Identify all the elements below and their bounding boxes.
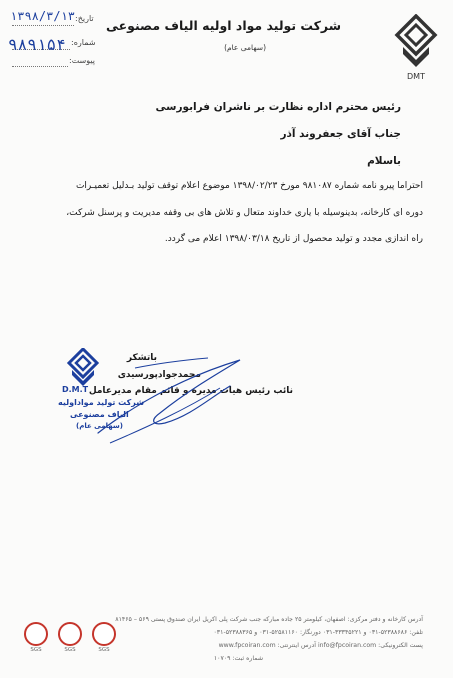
company-type: (سهامی عام) <box>224 43 266 52</box>
certification-icon <box>58 622 82 646</box>
cert-badge-2 <box>58 622 82 656</box>
recipient-title: رئیس محترم اداره نظارت بر ناشران فرابورسی <box>155 101 401 113</box>
stamp-line-3: (سهامی عام) <box>76 422 123 430</box>
cert-label-2: SGS <box>64 647 76 653</box>
stamp-logo-label: D.M.T <box>62 385 89 394</box>
certification-icon <box>24 622 48 646</box>
greeting: باسلام <box>367 155 401 167</box>
body-line-1: احتراما پیرو نامه شماره ۹۸۱۰۸۷ مورخ ۱۳۹۸/۰۲/۲۳ موضوع اعلام توقف تولید بـدلیل تعمیـرات <box>75 181 423 191</box>
date-value: ۱۳۹۸/۳/۱۳ <box>10 9 76 23</box>
date-label: تاریخ: <box>75 14 94 23</box>
logo-label: DMT <box>407 72 425 81</box>
signatory-role: نائب رئیس هیات مدیره و قائم مقام مدیرعامل <box>88 386 293 396</box>
date-line <box>12 25 74 26</box>
footer-address: آدرس کارخانه و دفتر مرکزی: اصفهان، کیلومتر ۲۵ جاده مبارکه جنب شرکت پلی اکریل ایران صندوق پستی ۵۶۹ – ۸۱۴۶۵ <box>115 616 423 623</box>
body-line-3: راه اندازی مجدد و تولید محصول از تاریخ ۱۳۹۸/۰۳/۱۸ اعلام می گردد. <box>164 234 423 244</box>
footer-phone: تلفن: ۵۲۳۸۸۶۸۶-۰۳۱ و ۳۳۳۴۵۲۲۱-۰۳۱ دورنگار: ۵۲۵۸۱۱۶۰-۰۳۱ و ۵۲۳۸۸۳۶۵-۰۳۱ <box>213 629 423 636</box>
company-logo-icon <box>393 14 439 82</box>
certification-icon <box>92 622 116 646</box>
signatory-name: محمدجوادپورسیدی <box>117 370 201 380</box>
recipient-name: جناب آقای جعفروند آذر <box>280 128 401 140</box>
footer-registration: شماره ثبت: ۱۰۷۰۹ <box>213 655 263 662</box>
stamp-line-2: الیاف مصنوعی <box>70 410 129 419</box>
signature-closing: باتشکر <box>126 353 157 363</box>
cert-label-1: SGS <box>30 647 42 653</box>
footer-contact: پست الکترونیکی: info@fpcoiran.com آدرس اینترنتی: www.fpcoiran.com <box>218 642 423 649</box>
company-name: شرکت تولید مواد اولیه الیاف مصنوعی <box>105 18 341 33</box>
attachment-label: پیوست: <box>69 56 96 65</box>
cert-badge-3 <box>92 622 116 656</box>
attachment-line <box>12 66 68 67</box>
number-label: شماره: <box>71 38 96 47</box>
cert-label-3: SGS <box>98 647 110 653</box>
number-value: ۹۸۹۱۵۴ <box>8 35 66 54</box>
handwritten-signature <box>90 338 250 453</box>
body-line-2: دوره ای کارخانه، بدینوسیله با یاری خداوند متعال و تلاش های بی وقفه مدیریت و پرسنل شرکت، <box>66 208 423 218</box>
cert-badge-1 <box>24 622 48 656</box>
stamp-line-1: شرکت تولید مواداولیه <box>58 398 145 407</box>
